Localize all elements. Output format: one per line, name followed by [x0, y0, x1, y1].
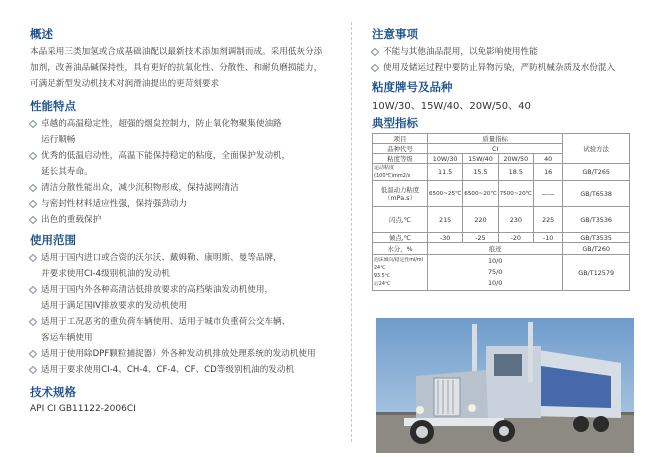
- overview-text: 本品采用三类加氢或合成基础油配以最新技术添加剂调制而成。采用低灰分添加剂，改善油品碱保持性，具有更好的抗氧化性、分散性、和耐负磨损能力，可满足新型发动机技术对润滑油提出的更苛刻要求: [30, 47, 323, 89]
- table-cell: GB/T3536: [563, 207, 630, 233]
- table-header: 粘度等级: [373, 154, 428, 164]
- diamond-bullet-icon: [29, 286, 37, 294]
- grades-title: 粘度牌号及品种: [372, 80, 453, 94]
- spec-title: 技术规格: [30, 385, 76, 399]
- table-row: [373, 243, 630, 255]
- left-column: [30, 27, 330, 414]
- features-list: [30, 116, 330, 228]
- spec-table: [372, 133, 630, 291]
- grades-text: 10W/30、15W/40、20W/50、40: [372, 101, 531, 112]
- table-row: [373, 233, 630, 243]
- diamond-bullet-icon: [29, 152, 37, 160]
- diamond-bullet-icon: [29, 216, 37, 224]
- table-cell: 痕迹: [427, 243, 562, 255]
- table-cell: 10W/30: [427, 154, 462, 164]
- table-row: [373, 134, 630, 144]
- spec-standard: API CI GB11122-2006CI: [30, 404, 136, 414]
- scope-list: [30, 250, 330, 378]
- table-row: [373, 164, 630, 181]
- list-item: 适用于要求使用CI-4、CH-4、CF-4、CF、CD等级别机油的发动机: [30, 362, 330, 378]
- list-item: 使用及储运过程中要防止异物污染，严防机械杂质及水份混入: [372, 60, 634, 76]
- table-cell: -30: [427, 233, 462, 243]
- table-cell: 215: [427, 207, 462, 233]
- table-cell: -10: [533, 233, 562, 243]
- table-cell: 15.5: [463, 164, 498, 181]
- table-cell: 闪点,℃: [373, 207, 428, 233]
- headlight: [416, 406, 424, 414]
- table-cell: -25: [463, 233, 498, 243]
- table-header: 质量指标: [427, 134, 562, 144]
- wheel-hub: [499, 426, 509, 436]
- table-title: 典型指标: [372, 116, 418, 130]
- list-item: 适用于使用除DPF颗粒捕捉器）外各种发动机排放处理系统的发动机使用: [30, 346, 330, 362]
- diamond-bullet-icon: [29, 318, 37, 326]
- table-cell: 水分，%: [373, 243, 428, 255]
- diamond-bullet-icon: [29, 254, 37, 262]
- column-divider: [351, 22, 352, 442]
- diamond-bullet-icon: [29, 184, 37, 192]
- diamond-bullet-icon: [29, 366, 37, 374]
- list-item: 优秀的低温启动性，高温下能保持稳定的粘度，全面保护发动机， 延长其寿命。: [30, 148, 330, 180]
- table-cell: -20: [498, 233, 533, 243]
- table-row: [373, 181, 630, 207]
- table-cell: 低温动力粘度 （mPa.s）: [373, 181, 428, 207]
- table-cell: GB/T265: [563, 164, 630, 181]
- table-header: 品种代号: [373, 144, 428, 154]
- list-item: 出色的重载保护: [30, 212, 330, 228]
- list-item: 不能与其他油品混用，以免影响使用性能: [372, 44, 634, 60]
- exhaust-stack: [528, 322, 533, 382]
- table-cell: 16: [533, 164, 562, 181]
- wheel-hub: [416, 426, 428, 438]
- cab-window: [494, 354, 522, 376]
- table-cell: ——: [533, 181, 562, 207]
- table-cell: 7500~20℃: [498, 181, 533, 207]
- right-column: [372, 27, 634, 291]
- truck-illustration: [376, 318, 634, 453]
- table-row: [373, 207, 630, 233]
- features-title: 性能特点: [30, 99, 76, 113]
- list-item: 适用于国内进口或合资的沃尔沃、戴姆勒、康明斯、曼等品牌， 并要求使用CI-4级别机油的发动机: [30, 250, 330, 282]
- table-cell: GB/T12579: [563, 255, 630, 291]
- table-cell: GB/T6538: [563, 181, 630, 207]
- notice-title: 注意事项: [372, 27, 418, 41]
- table-cell: 230: [498, 207, 533, 233]
- table-row: [373, 255, 630, 291]
- table-cell: 运动粘度(100℃)mm2/s: [373, 164, 428, 181]
- overview-title: 概述: [30, 27, 53, 41]
- table-cell: 225: [533, 207, 562, 233]
- table-cell: 泡沫倾向/稳定性ml/ml 24℃ 93.5℃ 后24℃: [373, 255, 428, 291]
- list-item: 适用于工况恶劣的重负荷车辆使用、适用于城市负重荷公交车辆、 客运车辆使用: [30, 314, 330, 346]
- list-item: 与密封性材料适应性强，保持强劲动力: [30, 196, 330, 212]
- table-cell: 20W/50: [498, 154, 533, 164]
- table-cell: 倾点,℃: [373, 233, 428, 243]
- scope-title: 使用范围: [30, 233, 76, 247]
- table-cell: 15W/40: [463, 154, 498, 164]
- table-cell: 40: [533, 154, 562, 164]
- list-item: 清洁分散性能出众，减少沉积物形成，保持滤网清洁: [30, 180, 330, 196]
- diamond-bullet-icon: [29, 120, 37, 128]
- diamond-bullet-icon: [371, 64, 379, 72]
- table-header: 项目: [373, 134, 428, 144]
- table-cell: GB/T3535: [563, 233, 630, 243]
- table-header: 试验方法: [563, 134, 630, 164]
- table-cell: 11.5: [427, 164, 462, 181]
- table-cell: GB/T260: [563, 243, 630, 255]
- table-cell: 10/0 75/0 10/0: [427, 255, 562, 291]
- list-item: 适用于国内外各种高清洁低排放要求的高档柴油发动机使用， 适用于满足国IV排放要求的发动机使用: [30, 282, 330, 314]
- trailer-wheel: [573, 416, 589, 432]
- diamond-bullet-icon: [29, 350, 37, 358]
- diamond-bullet-icon: [371, 48, 379, 56]
- table-cell: 6500~20℃: [463, 181, 498, 207]
- table-cell: 220: [463, 207, 498, 233]
- table-header: CI: [427, 144, 562, 154]
- notice-list: [372, 44, 634, 76]
- diamond-bullet-icon: [29, 200, 37, 208]
- table-cell: 6500~25℃: [427, 181, 462, 207]
- trailer-wheel: [593, 416, 609, 432]
- table-cell: 18.5: [498, 164, 533, 181]
- truck-photo: [376, 318, 634, 453]
- list-item: 卓越的高温稳定性，超强的烟炱控制力，防止氧化物聚集使油路 运行顺畅: [30, 116, 330, 148]
- headlight: [468, 404, 476, 412]
